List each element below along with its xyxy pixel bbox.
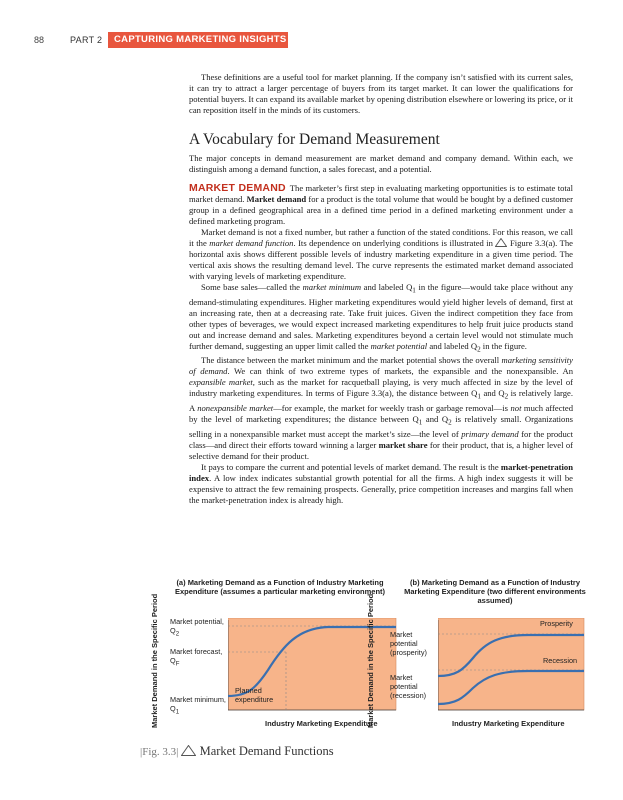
section-intro: The major concepts in demand measurement are market demand and company demand. Within each, we distinguish among a demand function, a sales forecast, and a potential. bbox=[189, 153, 573, 174]
panel-b-y-axis: Market Demand in the Specific Period bbox=[366, 593, 375, 728]
label-market-potential: Market potential, $Q_2$ bbox=[170, 617, 224, 638]
panel-b-chart bbox=[438, 618, 590, 713]
triangle-icon bbox=[181, 745, 196, 756]
figure-caption: |Fig. 3.3| Market Demand Functions bbox=[140, 744, 334, 758]
label-market-minimum: Market minimum, $Q_1$ bbox=[170, 695, 226, 716]
paragraph-penetration: It pays to compare the current and potential levels of market demand. The result is the market-penetration index. A low index indicates substantial growth potential for all the firms. A high index suggests it will be expensive to attract the few remaining prospects. Generally, price competition increases and margins fall when the market-penetration index is already high. bbox=[189, 461, 573, 505]
part-label: PART 2 bbox=[70, 35, 103, 45]
page-number: 88 bbox=[34, 35, 45, 45]
label-potential-prosperity: Market potential (prosperity) bbox=[390, 630, 427, 657]
panel-a-x-axis: Industry Marketing Expenditure bbox=[265, 719, 378, 728]
panel-a-title: (a) Marketing Demand as a Function of Industry Marketing Expenditure (assumes a particular marketing environment) bbox=[174, 578, 386, 596]
label-market-forecast: Market forecast, $Q_F$ bbox=[170, 647, 223, 668]
label-planned-expenditure: Planned expenditure bbox=[235, 686, 274, 704]
section-heading: A Vocabulary for Demand Measurement bbox=[189, 131, 440, 148]
paragraph-minimum: Some base sales—called the market minimum and labeled $Q_1$ in the figure—would take place without any demand-stimulating expenditures. Higher marketing expenditures would yield higher levels of demand, first at an increasing rate, then at a decreasing rate. Take fruit juices. Given the indirect competition they face from other types of beverages, we would expect increased marketing expenditures to help fruit juice products stand out and increase demand and sales. Marketing expenditures beyond a certain level would not stimulate much further demand, suggesting an upper limit called the market potential and labeled $Q_2$ in the figure. bbox=[189, 282, 573, 354]
label-prosperity: Prosperity bbox=[540, 619, 573, 628]
intro-paragraph: These definitions are a useful tool for market planning. If the company isn’t satisfied with its current sales, it can try to attract a larger percentage of buyers from its target market. It can lower the qualifications for potential buyers. It can expand its available market by opening distribution elsewhere or lowering its price, or it can reposition itself in the minds of its customers. bbox=[189, 72, 573, 115]
caption-number: Fig. 3.3 bbox=[142, 746, 177, 758]
paragraph-function: Market demand is not a fixed number, but rather a function of the stated conditions. For this reason, we call it the market demand function. Its dependence on underlying conditions is illustrated in Figure 3.3(a). The horizontal axis shows different possible levels of industry marketing expenditure in a given time period. The vertical axis shows the resulting demand level. The curve represents the estimated market demand associated with varying levels of marketing expenditure. bbox=[189, 227, 573, 281]
body-text bbox=[189, 183, 573, 506]
page-header bbox=[0, 32, 623, 48]
label-potential-recession: Market potential (recession) bbox=[390, 673, 427, 700]
paragraph-market-demand: MARKET DEMAND The marketer’s first step in evaluating marketing opportunities is to estimate total market demand. Market demand for a product is the total volume that would be bought by a defined customer group in a defined geographical area in a defined time period in a defined marketing environment under a defined marketing program. bbox=[189, 182, 573, 226]
caption-title: Market Demand Functions bbox=[199, 744, 334, 758]
triangle-icon bbox=[495, 238, 507, 247]
label-recession: Recession bbox=[543, 656, 578, 665]
run-in-heading: MARKET DEMAND bbox=[189, 182, 286, 194]
panel-b-x-axis: Industry Marketing Expenditure bbox=[452, 719, 565, 728]
panel-b-title: (b) Marketing Demand as a Function of Industry Marketing Expenditure (two different environments assumed) bbox=[404, 578, 586, 605]
section-band: CAPTURING MARKETING INSIGHTS bbox=[108, 32, 288, 48]
figure-3-3 bbox=[150, 578, 590, 730]
panel-a-y-axis: Market Demand in the Specific Period bbox=[150, 593, 159, 728]
paragraph-sensitivity: The distance between the market minimum and the market potential shows the overall marketing sensitivity of demand. We can think of two extreme types of markets, the expansible and the nonexpansible. An expansible market, such as the market for racquetball playing, is very much affected in size by the level of industry marketing expenditures. In terms of Figure 3.3(a), the distance between $Q_1$ and $Q_2$ is relatively large. A nonexpansible market—for example, the market for weekly trash or garbage removal—is not much affected by the level of marketing expenditures; the distance between $Q_1$ and $Q_2$ is relatively small. Organizations selling in a nonexpansible market must accept the market’s size—the level of primary demand for the product class—and direct their efforts toward winning a larger market share for their product, that is, a higher level of selective demand for their product. bbox=[189, 355, 574, 461]
